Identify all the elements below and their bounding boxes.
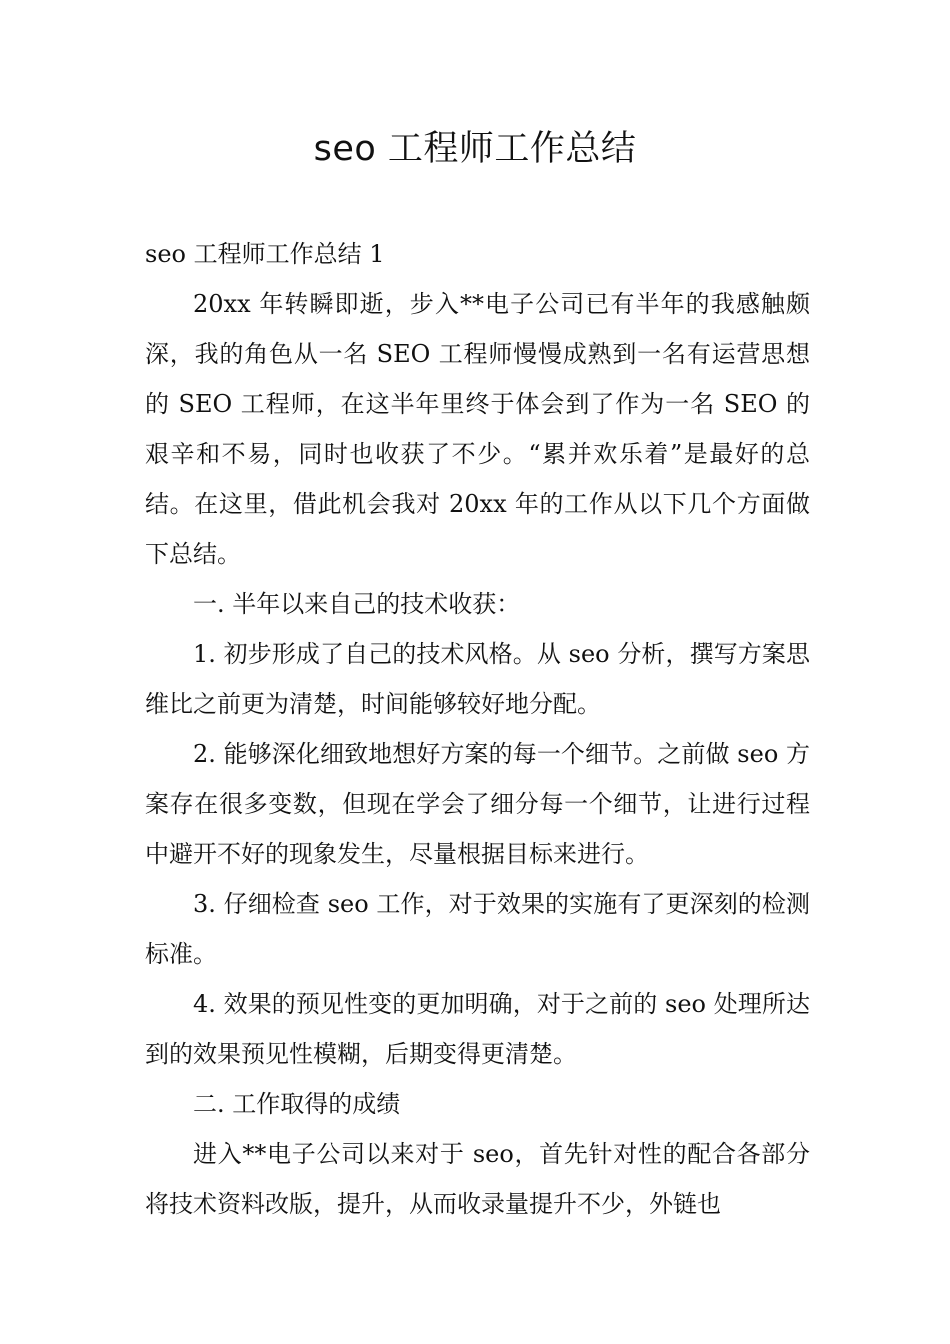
document-title: seo 工程师工作总结 [313,129,637,169]
section-heading: seo 工程师工作总结 1 [145,240,385,268]
list-item-4: 4. 效果的预见性变的更加明确，对于之前的 seo 处理所达到的效果预见性模糊，后期变得更清楚。 [145,990,810,1068]
paragraph-achievements: 进入**电子公司以来对于 seo，首先针对性的配合各部分将技术资料改版，提升，从而收录量提升不少，外链也 [145,1140,810,1218]
list-item-3: 3. 仔细检查 seo 工作，对于效果的实施有了更深刻的检测标准。 [145,890,810,968]
document-body [145,229,810,1229]
heading-tech-gains: 一. 半年以来自己的技术收获： [193,590,521,618]
list-item-1: 1. 初步形成了自己的技术风格。从 seo 分析，撰写方案思维比之前更为清楚，时间能够较好地分配。 [145,640,810,718]
list-item-2: 2. 能够深化细致地想好方案的每一个细节。之前做 seo 方案存在很多变数，但现在学会了细分每一个细节，让进行过程中避开不好的现象发生，尽量根据目标来进行。 [145,740,810,868]
paragraph-intro: 20xx 年转瞬即逝，步入**电子公司已有半年的我感触颇深，我的角色从一名 SEO 工程师慢慢成熟到一名有运营思想的 SEO 工程师，在这半年里终于体会到了作为一名 SEO 的艰辛和不易，同时也收获了不少。“累并欢乐着”是最好的总结。在这里，借此机会我对 20xx 年的工作从以下几个方面做下总结。 [145,290,810,568]
heading-achievements: 二. 工作取得的成绩 [193,1090,401,1118]
